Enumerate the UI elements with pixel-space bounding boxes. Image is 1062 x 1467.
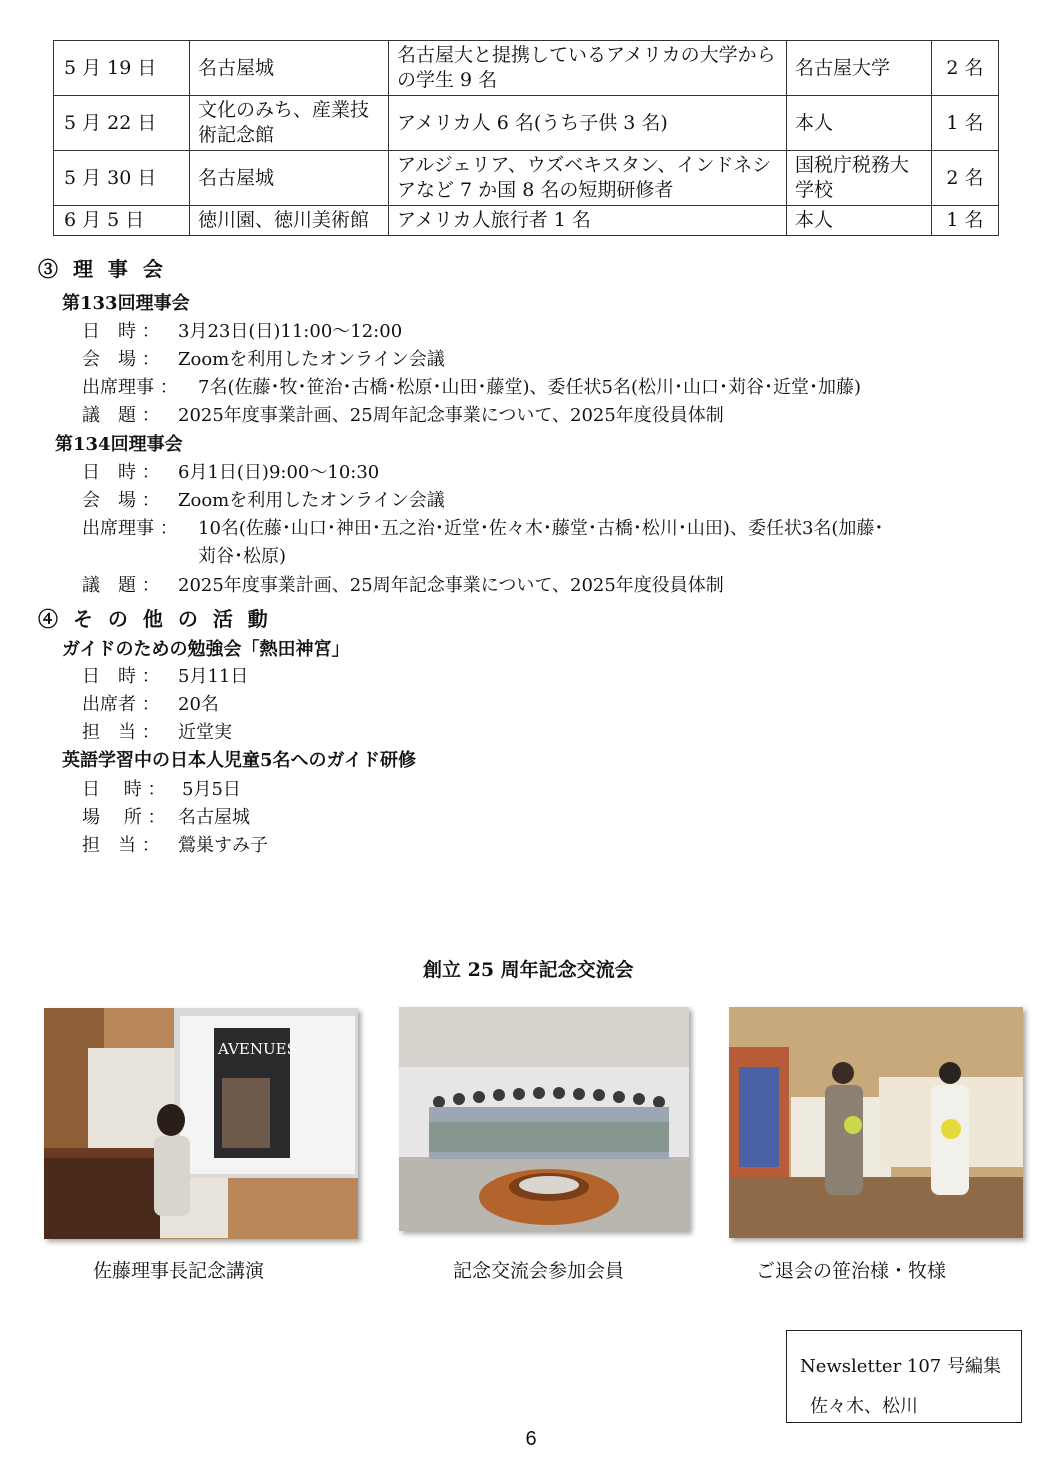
table-cell: 6 月 5 日: [54, 206, 190, 236]
study-title: ガイドのための勉強会「熱田神宮」: [62, 639, 350, 660]
kids-charge: 担 当 ： 鶯巣すみ子: [82, 835, 268, 856]
kids-title: 英語学習中の日本人児童5名へのガイド研修: [62, 750, 416, 771]
meeting-133-title: 第133回理事会: [62, 293, 190, 314]
caption-lecture: 佐藤理事長記念講演: [93, 1260, 265, 1282]
meeting-134-agenda: 議 題 ： 2025年度事業計画、25周年記念事業について、2025年度役員体制: [82, 575, 724, 596]
table-cell: 5 月 19 日: [54, 41, 190, 96]
table-row: [54, 41, 999, 96]
caption-members: 記念交流会参加会員: [453, 1260, 625, 1282]
farewell-photo: [729, 1007, 1023, 1238]
group-photo: [399, 1007, 689, 1231]
meeting-134-date: 日 時 ： 6月1日(日)9:00～10:30: [82, 462, 380, 483]
meeting-133-agenda: 議 題 ： 2025年度事業計画、25周年記念事業について、2025年度役員体制: [82, 405, 724, 426]
table-cell: 本人: [787, 206, 932, 236]
lecture-photo: [44, 1008, 358, 1239]
editor-box: [786, 1330, 1022, 1423]
study-charge: 担 当 ： 近堂実: [82, 722, 232, 743]
table-cell: 名古屋大学: [787, 41, 932, 96]
photos-title: 創立 25 周年記念交流会: [423, 959, 634, 981]
table-cell: 文化のみち、産業技術記念館: [190, 96, 389, 151]
table-cell: 1 名: [932, 96, 999, 151]
table-cell: 5 月 30 日: [54, 151, 190, 206]
table-cell: アメリカ人旅行者 1 名: [389, 206, 787, 236]
meeting-133-venue: 会 場 ： Zoomを利用したオンライン会議: [82, 349, 445, 370]
table-cell: 5 月 22 日: [54, 96, 190, 151]
kids-date: 日 時 ： 5月5日: [82, 779, 241, 800]
table-cell: 2 名: [932, 151, 999, 206]
board-heading: ③ 理 事 会: [38, 257, 167, 281]
visit-table: [53, 40, 999, 236]
table-cell: 徳川園、徳川美術館: [190, 206, 389, 236]
editor-line2: 佐々木、松川: [810, 1396, 918, 1417]
table-cell: 1 名: [932, 206, 999, 236]
meeting-134-attendees-cont: 苅谷･松原): [198, 546, 287, 567]
meeting-133-attendees: 出席理事 ： 7名(佐藤･牧･笹治･古橋･松原･山田･藤堂)、委任状5名(松川･山口･苅谷･近堂･加藤): [82, 377, 861, 398]
meeting-134-title: 第134回理事会: [55, 434, 183, 455]
table-row: [54, 151, 999, 206]
table-cell: 名古屋城: [190, 41, 389, 96]
page-number: 6: [525, 1428, 537, 1450]
study-attendees: 出席者 ： 20名: [82, 694, 219, 715]
table-cell: アルジェリア、ウズベキスタン、インドネシアなど 7 か国 8 名の短期研修者: [389, 151, 787, 206]
caption-farewell: ご退会の笹治様・牧様: [756, 1260, 947, 1282]
editor-line1: Newsletter 107 号編集: [800, 1356, 1001, 1377]
poster-title: AVENUES: [218, 1040, 297, 1058]
table-cell: 2 名: [932, 41, 999, 96]
study-date: 日 時 ： 5月11日: [82, 666, 249, 687]
table-cell: 名古屋城: [190, 151, 389, 206]
table-cell: 本人: [787, 96, 932, 151]
table-cell: 国税庁税務大学校: [787, 151, 932, 206]
table-cell: 名古屋大と提携しているアメリカの大学からの学生 9 名: [389, 41, 787, 96]
kids-place: 場 所 ： 名古屋城: [82, 807, 250, 828]
meeting-133-date: 日 時 ： 3月23日(日)11:00～12:00: [82, 321, 403, 342]
other-heading: ④ そ の 他 の 活 動: [38, 607, 272, 631]
table-row: [54, 96, 999, 151]
meeting-134-attendees: 出席理事 ： 10名(佐藤･山口･神田･五之治･近堂･佐々木･藤堂･古橋･松川･山田)、委任状3名(加藤･: [82, 518, 884, 539]
meeting-134-venue: 会 場 ： Zoomを利用したオンライン会議: [82, 490, 445, 511]
table-row: [54, 206, 999, 236]
table-cell: アメリカ人 6 名(うち子供 3 名): [389, 96, 787, 151]
